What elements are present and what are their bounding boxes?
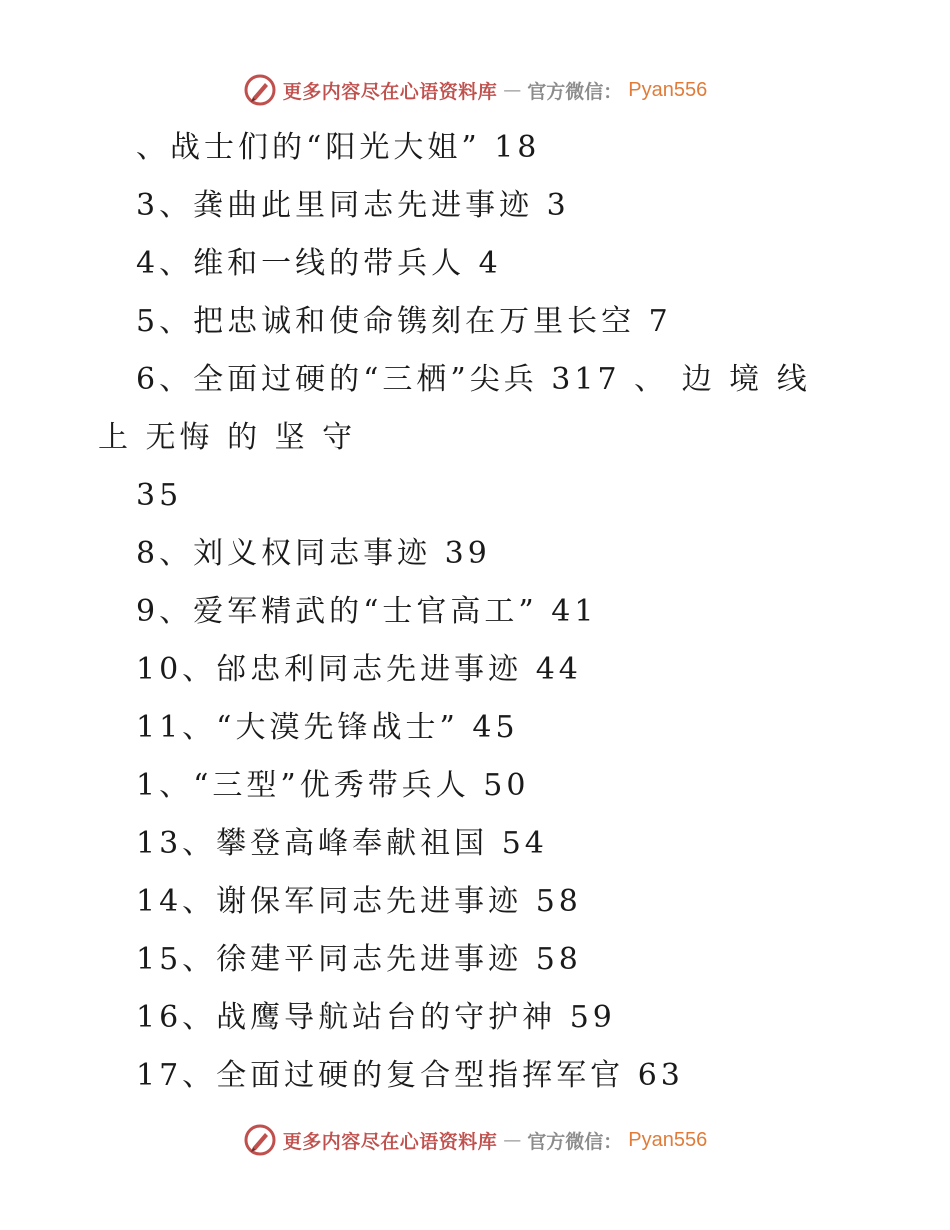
toc-line: 35	[136, 478, 183, 513]
watermark-separator: —	[503, 1129, 522, 1151]
watermark-official-label: 官方微信：	[527, 1130, 623, 1153]
watermark-wechat-id: Pyan556	[628, 1128, 708, 1151]
watermark-official-label: 官方微信：	[527, 80, 623, 103]
watermark-wechat-id: Pyan556	[628, 78, 708, 101]
toc-line: 1、“三型”优秀带兵人 50	[136, 768, 530, 803]
toc-line: 17、全面过硬的复合型指挥军官 63	[136, 1058, 684, 1093]
toc-line: 13、攀登高峰奉献祖国 54	[136, 826, 548, 861]
toc-line: 8、刘义权同志事迹 39	[136, 536, 491, 571]
watermark-header	[0, 70, 950, 110]
toc-line: 14、谢保军同志先进事迹 58	[136, 884, 582, 919]
toc-line: 上 无悔 的 坚 守	[98, 420, 357, 455]
toc-line: 9、爱军精武的“士官高工” 41	[136, 594, 598, 629]
toc-line: 15、徐建平同志先进事迹 58	[136, 942, 582, 977]
toc-line: 3、龚曲此里同志先进事迹 3	[136, 188, 570, 223]
watermark-text: 更多内容尽在心语资料库	[282, 1130, 498, 1153]
toc-line: 、战士们的“阳光大姐” 18	[136, 130, 541, 165]
pen-logo-icon	[243, 1123, 277, 1157]
watermark-text: 更多内容尽在心语资料库	[282, 80, 498, 103]
toc-line: 11、“大漠先锋战士” 45	[136, 710, 519, 745]
toc-line: 16、战鹰导航站台的守护神 59	[136, 1000, 616, 1035]
toc-line: 4、维和一线的带兵人 4	[136, 246, 502, 281]
toc-line: 5、把忠诚和使命镌刻在万里长空 7	[136, 304, 672, 339]
toc-line: 6、全面过硬的“三栖”尖兵 317 、 边 境 线	[136, 362, 811, 397]
toc-line: 10、邰忠利同志先进事迹 44	[136, 652, 582, 687]
pen-logo-icon	[243, 73, 277, 107]
watermark-footer	[0, 1120, 950, 1160]
watermark-separator: —	[503, 79, 522, 101]
